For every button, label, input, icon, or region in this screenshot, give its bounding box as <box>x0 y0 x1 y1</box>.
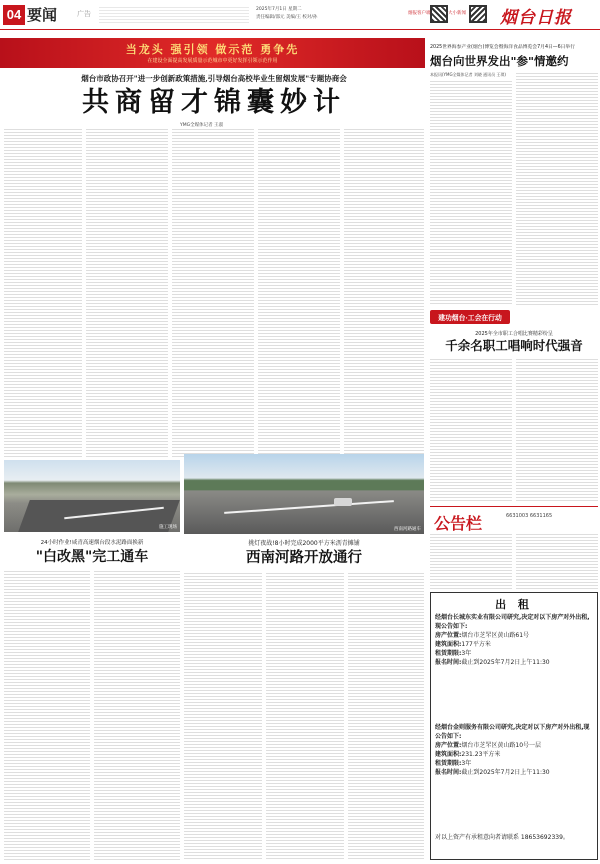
bottom-mid-body-col-3 <box>348 572 424 860</box>
qr-right-icon <box>469 5 487 23</box>
rental-first-address: 烟台市芝罘区黄山路61号 <box>461 632 530 639</box>
rental-first-area-label: 建筑面积: <box>435 641 462 648</box>
road-lane-line <box>224 500 394 513</box>
lead-body-col-3 <box>172 128 254 458</box>
rental-second-deadline-row <box>435 768 595 777</box>
qr-left-label: 烟报客户端 <box>408 11 431 16</box>
notice-board <box>430 506 598 590</box>
rental-second-area: 231.23平方米 <box>461 751 501 758</box>
lead-body-col-2 <box>86 128 168 458</box>
rental-first-address-row <box>435 631 595 640</box>
notice-body-col-2 <box>516 533 598 589</box>
rental-second <box>435 723 595 777</box>
rental-second-owner: 经烟台金则服务有限公司研究,决定对以下房产对外出租,现公告如下: <box>435 724 590 740</box>
rental-first-deadline-row <box>435 658 595 667</box>
road-surface <box>18 500 180 532</box>
ad-strip <box>99 6 249 25</box>
lead-headline: 共商留才锦囊妙计 <box>82 87 346 118</box>
lead-body-col-1 <box>4 128 82 458</box>
bottom-mid-kicker: 挑灯夜战!8小时完成2000平方米沥青摊铺 <box>248 540 360 547</box>
rental-first <box>435 613 595 667</box>
rental-first-rent-label: 租赁期限: <box>435 650 462 657</box>
rental-first-deadline: 截止到2025年7月2日上午11:30 <box>461 659 550 666</box>
car-shape <box>334 498 352 506</box>
rental-first-deadline-label: 报名时间: <box>435 659 462 666</box>
rental-first-address-label: 房产位置: <box>435 632 462 639</box>
rental-first-owner: 经烟台长城东实业有限公司研究,决定对以下房产对外出租,现公告如下: <box>435 614 590 630</box>
bottom-mid-body-col-2 <box>266 572 344 860</box>
lead-body-col-5 <box>344 128 424 458</box>
slogan-subtext: 在建设全面提高发展质量示范城市中更好发挥引领示范作用 <box>147 58 278 64</box>
page-number: 04 <box>3 5 25 25</box>
qr-left-icon <box>430 5 448 23</box>
rental-second-rent: 3年 <box>461 760 472 767</box>
road-photo <box>184 454 424 534</box>
bottom-left-body-col-2 <box>94 570 180 860</box>
editor-line: 责任编辑/邵元 美编/王 校对/孙 <box>256 15 318 20</box>
rental-second-address: 烟台市芝罘区黄山路10号一层 <box>461 742 542 749</box>
page-header <box>0 0 600 30</box>
bottom-mid-headline: 西南河路开放通行 <box>246 549 362 566</box>
right-headline: 烟台向世界发出"参"情邀约 <box>430 54 569 68</box>
labor-banner <box>430 310 510 324</box>
photo-caption-left: 施工现场 <box>159 525 177 530</box>
notice-body-col-1 <box>430 533 512 589</box>
bottom-left-headline: "白改黑"完工通车 <box>35 549 149 565</box>
photo-caption-right: 西南河路通车 <box>394 527 421 532</box>
labor-banner-text: 建功烟台·工会在行动 <box>438 314 502 322</box>
labor-kicker: 2025年全市职工合唱比赛精彩纷呈 <box>475 331 553 337</box>
rental-title: 出 租 <box>495 598 533 611</box>
rental-second-rent-label: 租赁期限: <box>435 760 462 767</box>
rental-second-deadline-label: 报名时间: <box>435 769 462 776</box>
qr-right-label: 大小新闻 <box>448 11 466 16</box>
right-kicker: 2025世界海参产业(烟台)博览会暨海洋食品博览会7月4日—6日举行 <box>430 45 576 50</box>
rental-second-area-label: 建筑面积: <box>435 751 462 758</box>
rental-ad <box>430 592 598 860</box>
rental-first-area: 177平方米 <box>461 641 491 648</box>
bottom-left-kicker: 24小时作业!咸青高速烟台段水泥路面换新 <box>40 540 144 546</box>
notice-title: 公告栏 <box>434 514 483 533</box>
right-body-col-1 <box>430 80 512 305</box>
section-title: 要闻 <box>27 6 58 24</box>
right-byline: 本报讯(YMG全媒体记者 刘晓 通讯员 王琪) <box>430 72 506 77</box>
rental-second-deadline: 截止到2025年7月2日上午11:30 <box>461 769 550 776</box>
labor-body-col-2 <box>516 358 598 503</box>
lead-body-col-4 <box>258 128 340 458</box>
ad-label: 广告 <box>77 10 91 18</box>
slogan-banner <box>0 38 425 68</box>
newspaper-logo: 烟台日报 <box>500 8 572 28</box>
rental-first-rent-row <box>435 649 595 658</box>
right-body-col-2 <box>516 72 598 305</box>
lead-kicker: 烟台市政协召开"进一步创新政策措施,引导烟台高校毕业生留烟发展"专题协商会 <box>81 74 347 83</box>
lead-byline: YMG全媒体记者 王淑 <box>180 123 224 128</box>
rental-first-rent: 3年 <box>461 650 472 657</box>
rental-second-area-row <box>435 750 595 759</box>
rental-second-address-label: 房产位置: <box>435 742 462 749</box>
slogan-text: 当龙头 强引领 做示范 勇争先 <box>125 43 300 56</box>
expressway-photo <box>4 460 180 532</box>
rental-second-rent-row <box>435 759 595 768</box>
bottom-left-body-col-1 <box>4 570 90 860</box>
notice-phone: 6631003 6631165 <box>506 513 553 519</box>
labor-headline: 千余名职工唱响时代强音 <box>445 338 583 353</box>
rental-contact: 对以上资产有承租意向者请联系 18653692339。 <box>435 834 569 841</box>
bottom-mid-body-col-1 <box>184 572 262 860</box>
labor-body-col-1 <box>430 358 512 503</box>
rental-second-address-row <box>435 741 595 750</box>
date-line: 2025年7月1日 星期二 <box>256 7 302 12</box>
rental-first-area-row <box>435 640 595 649</box>
